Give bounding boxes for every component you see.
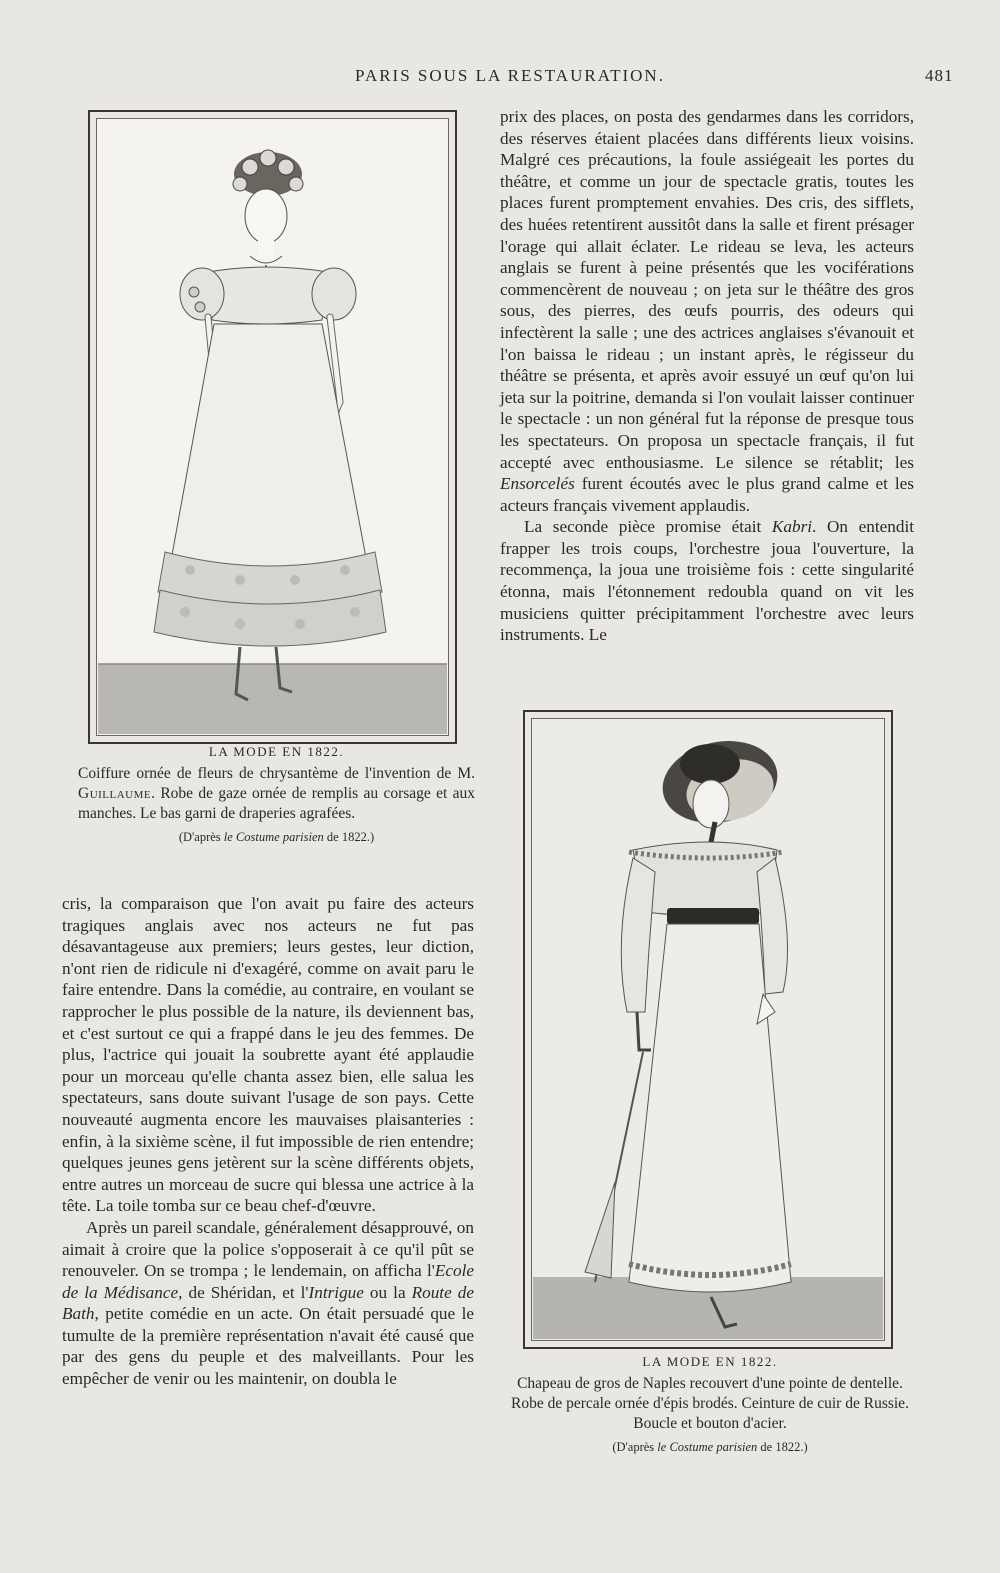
fashion-plate-gauze-dress [88, 110, 457, 744]
caption-title: LA MODE EN 1822. [642, 1354, 778, 1369]
caption-source: (D'après le Costume parisien de 1822.) [178, 830, 375, 844]
text-column-right-top [500, 106, 914, 646]
bonnet-dress-illustration [525, 712, 891, 1347]
caption-plate-1 [78, 744, 475, 845]
caption-description: Coiffure ornée de fleurs de chrysantème de l'invention de M. Guillaume. Robe de gaze ornée de remplis au corsage et aux manches. Le bas garni de draperies agrafées. [78, 765, 475, 822]
paragraph: Après un pareil scandale, généralement désapprouvé, on aimait à croire que la police s'opposerait à ce qu'il pût se renouveler. On se trompa ; le lendemain, on afficha l'Ecole de la Médisance, de Shéridan, et l'Intrigue ou la Route de Bath, petite comédie en un acte. On était persuadé que le tumulte de la première représentation n'avait été causé que par des gens du peuple et des malveillants. Pour les empêcher de venir ou les maintenir, on doubla le [62, 1217, 474, 1389]
page-number: 481 [925, 66, 954, 85]
text-column-left-bottom [62, 893, 474, 1390]
paragraph: cris, la comparaison que l'on avait pu faire des acteurs tragiques anglais avec nos acteurs ne fut pas désavantageuse aux premiers; leurs gestes, leur diction, n'ont rien de ridicule ni d'exagéré, comme on avait paru le faire entendre. Dans la comédie, au contraire, en voulant se rapprocher le plus possible de la nature, ils deviennent bas, et c'est surtout ce qui a frappé dans le jeu des femmes. De plus, l'actrice qui jouait la soubrette ayant été applaudie pour un morceau qu'elle chanta assez bien, elle salua les spectateurs, sans doute suivant l'usage de son pays. Cette nouveauté augmenta encore les mauvaises plaisanteries : enfin, à la sixième scène, il fut impossible de rien entendre; quelques jeunes gens jetèrent sur la scène différents objets, entre autres un morceau de sucre qui blessa une actrice à la tête. La toile tomba sur ce beau chef-d'œuvre. [62, 894, 474, 1216]
paragraph: La seconde pièce promise était Kabri. On entendit frapper les trois coups, l'orchestre joua l'ouverture, la recommença, la joua une troisième fois : cette singularité étonna, mais l'étonnement redoubla quand on vit les musiciens quitter précipitamment l'orchestre avec leurs instruments. Le [500, 517, 914, 645]
caption-plate-2 [503, 1354, 917, 1455]
caption-source: (D'après le Costume parisien de 1822.) [612, 1440, 808, 1454]
paragraph: prix des places, on posta des gendarmes dans les corridors, des réserves étaient placées dans différents lieux voisins. Malgré ces précautions, la foule assiégeait les portes du théâtre, et comme un jour de spectacle gratis, toutes les places furent promptement envahies. Des cris, des sifflets, des huées retentirent aussitôt dans la salle et firent présager l'orage qui allait éclater. Le rideau se leva, les acteurs anglais se furent à peine présentés que les vociférations commencèrent de nouveau ; on jeta sur le théâtre des gros sous, des pierres, des œufs pourris, des odeurs qui infectèrent la salle ; une des actrices anglaises s'évanouit et l'on baissa le rideau ; un instant après, le régisseur du théâtre se présenta, et après avoir essuyé un œuf qu'on lui jeta sur la poitrine, demanda si l'on voulait laisser continuer le spectacle : un non général fut la réponse de presque tous les spectateurs. On proposa un spectacle français, il fut accepté avec enthousiasme. Le silence se rétablit; les Ensorcelés furent écoutés avec le plus grand calme et les acteurs français vivement applaudis. [500, 107, 914, 515]
gauze-dress-illustration [90, 112, 455, 742]
caption-title: LA MODE EN 1822. [208, 744, 345, 759]
running-title: PARIS SOUS LA RESTAURATION. [355, 66, 665, 85]
caption-description: Chapeau de gros de Naples recouvert d'une pointe de dentelle. Robe de percale ornée d'épis brodés. Ceinture de cuir de Russie. Boucle et bouton d'acier. [511, 1375, 909, 1432]
fashion-plate-bonnet-dress [523, 710, 893, 1349]
